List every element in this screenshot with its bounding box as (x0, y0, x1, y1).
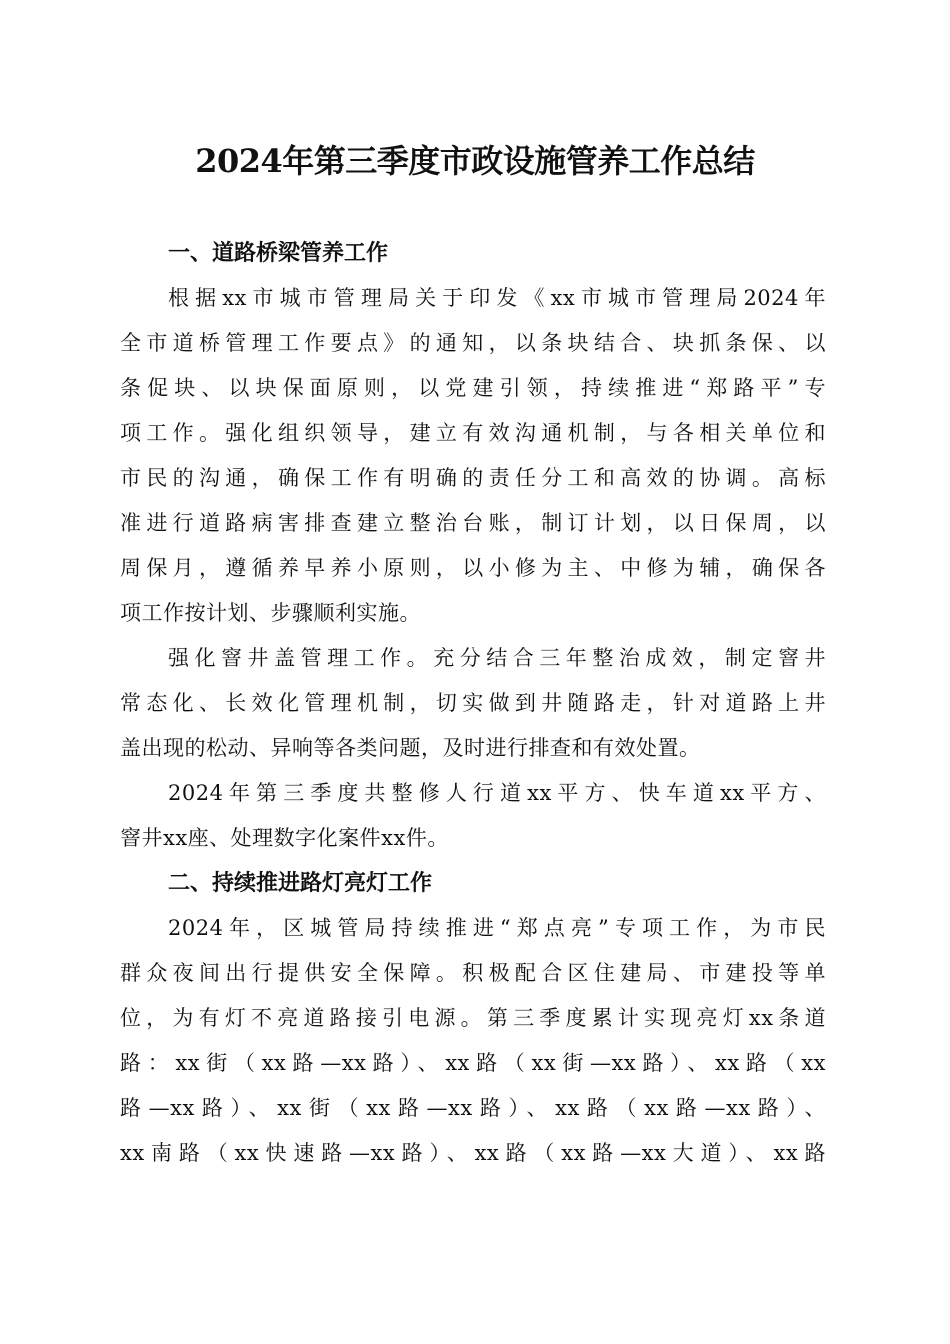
paragraph (120, 906, 826, 1176)
paragraph (120, 276, 826, 636)
text-line: 盖出现的松动、异响等各类问题，及时进行排查和有效处置。 (120, 736, 701, 760)
text-line: 2024年第三季度共整修人行道xx平方、快车道xx平方、 (168, 781, 826, 805)
text-line: xx南路（xx快速路—xx路）、xx路（xx路—xx大道）、xx路 (120, 1141, 826, 1165)
section-heading: 二、持续推进路灯亮灯工作 (168, 871, 433, 896)
document-body (120, 231, 826, 1176)
text-line: 条促块、以块保面原则，以党建引领，持续推进“郑路平”专 (120, 376, 826, 400)
text-line: 根据xx市城市管理局关于印发《xx市城市管理局2024年 (168, 286, 826, 310)
text-line: 路—xx路）、xx街（xx路—xx路）、xx路（xx路—xx路）、 (120, 1096, 826, 1120)
text-line: 窨井xx座、处理数字化案件xx件。 (120, 826, 449, 850)
text-line: 强化窨井盖管理工作。充分结合三年整治成效，制定窨井 (168, 646, 826, 670)
text-line: 市民的沟通，确保工作有明确的责任分工和高效的协调。高标 (120, 466, 826, 490)
text-line: 位，为有灯不亮道路接引电源。第三季度累计实现亮灯xx条道 (120, 1006, 826, 1030)
text-line: 项工作。强化组织领导，建立有效沟通机制，与各相关单位和 (120, 421, 826, 445)
text-line: 路：xx街（xx路—xx路）、xx路（xx街—xx路）、xx路（xx (120, 1051, 826, 1075)
text-line: 2024年，区城管局持续推进“郑点亮”专项工作，为市民 (168, 916, 826, 940)
paragraph (120, 771, 826, 861)
text-line: 项工作按计划、步骤顺利实施。 (120, 601, 421, 625)
text-line: 常态化、长效化管理机制，切实做到井随路走，针对道路上井 (120, 691, 826, 715)
text-line: 准进行道路病害排查建立整治台账，制订计划，以日保周，以 (120, 511, 826, 535)
section-heading: 一、道路桥梁管养工作 (168, 241, 389, 266)
text-line: 全市道桥管理工作要点》的通知，以条块结合、块抓条保、以 (120, 331, 826, 355)
document-title: 2024年第三季度市政设施管养工作总结 (195, 142, 755, 180)
paragraph (120, 636, 826, 771)
text-line: 周保月，遵循养早养小原则，以小修为主、中修为辅，确保各 (120, 556, 826, 580)
text-line: 群众夜间出行提供安全保障。积极配合区住建局、市建投等单 (120, 961, 826, 985)
